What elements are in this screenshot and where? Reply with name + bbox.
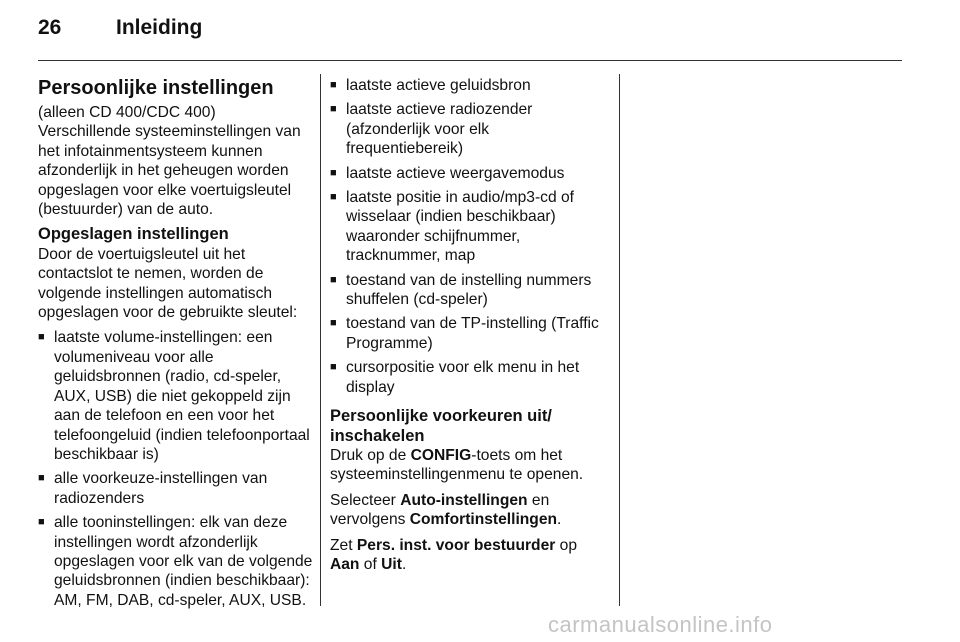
header-rule [38,60,902,61]
page-header [38,16,902,50]
list-item: ■ laatste actieve weergavemodus [330,164,606,183]
column-divider [320,74,321,606]
page-title: Inleiding [116,16,203,39]
column-divider-right [619,74,620,606]
option-aan: Aan [330,555,360,573]
list-item: ■ laatste actieve radiozender (afzonderlijk voor elk frequentiebereik) [330,100,606,158]
option-uit: Uit [381,555,402,573]
list-item: ■ alle tooninstellingen: elk van deze instellingen wordt afzonderlijk opgeslagen voor elk van de volgende geluidsbronnen (indien beschikbaar): AM, FM, DAB, cd-speler, AUX, USB. [38,513,314,610]
list-item: ■ toestand van de instelling nummers shuffelen (cd-speler) [330,271,606,310]
menu-auto-instellingen: Auto-instellingen [400,491,528,509]
intro-paragraph: Verschillende systeeminstellingen van het infotainmentsysteem kunnen afzonderlijk in het geheugen worden opgeslagen voor elke voertuigsleutel (bestuurder) van de auto. [38,123,301,219]
section-note: (alleen CD 400/CDC 400) [38,104,216,121]
menu-comfortinstellingen: Comfortinstellingen [409,511,558,529]
list-item: ■ laatste volume-instellingen: een volumeniveau voor alle geluidsbronnen (radio, cd-speler, AUX, USB) die niet gekoppeld zijn aan de telefoon en een voor het telefoongeluid (indien telefoonportaal beschikbaar is) [38,328,314,464]
list-item: ■ alle voorkeuze-instellingen van radiozenders [38,469,314,508]
toggle-heading: Persoonlijke voorkeuren uit/ inschakelen [330,407,552,445]
select-paragraph: Selecteer Auto-instellingen en vervolgens Comfortinstellingen. [330,491,562,529]
subsection-heading: Opgeslagen instellingen [38,225,229,244]
column-left [38,76,314,615]
list-item: ■ laatste positie in audio/mp3-cd of wisselaar (indien beschikbaar) waaronder schijfnummer, tracknummer, map [330,188,606,266]
config-key: CONFIG [410,446,472,464]
page-number: 26 [38,16,62,39]
subsection-paragraph: Door de voertuigsleutel uit het contactslot te nemen, worden de volgende instellingen automatisch opgeslagen voor de gebruikte sleutel: [38,245,298,322]
column-right [330,76,606,580]
menu-pers-inst: Pers. inst. voor bestuurder [356,536,556,554]
settings-list-continued [330,76,606,397]
section-heading: Persoonlijke instellingen [38,77,274,99]
list-item: ■ cursorpositie voor elk menu in het display [330,358,606,397]
watermark: carmanualsonline.info [548,612,773,637]
list-item: ■ toestand van de TP-instelling (Traffic Programme) [330,314,606,353]
settings-list [38,328,314,610]
set-paragraph: Zet Pers. inst. voor bestuurder op Aan of Uit. [330,536,578,573]
config-paragraph: Druk op de CONFIG-toets om het systeeminstellingenmenu te openen. [330,446,584,484]
list-item: ■ laatste actieve geluidsbron [330,76,606,95]
